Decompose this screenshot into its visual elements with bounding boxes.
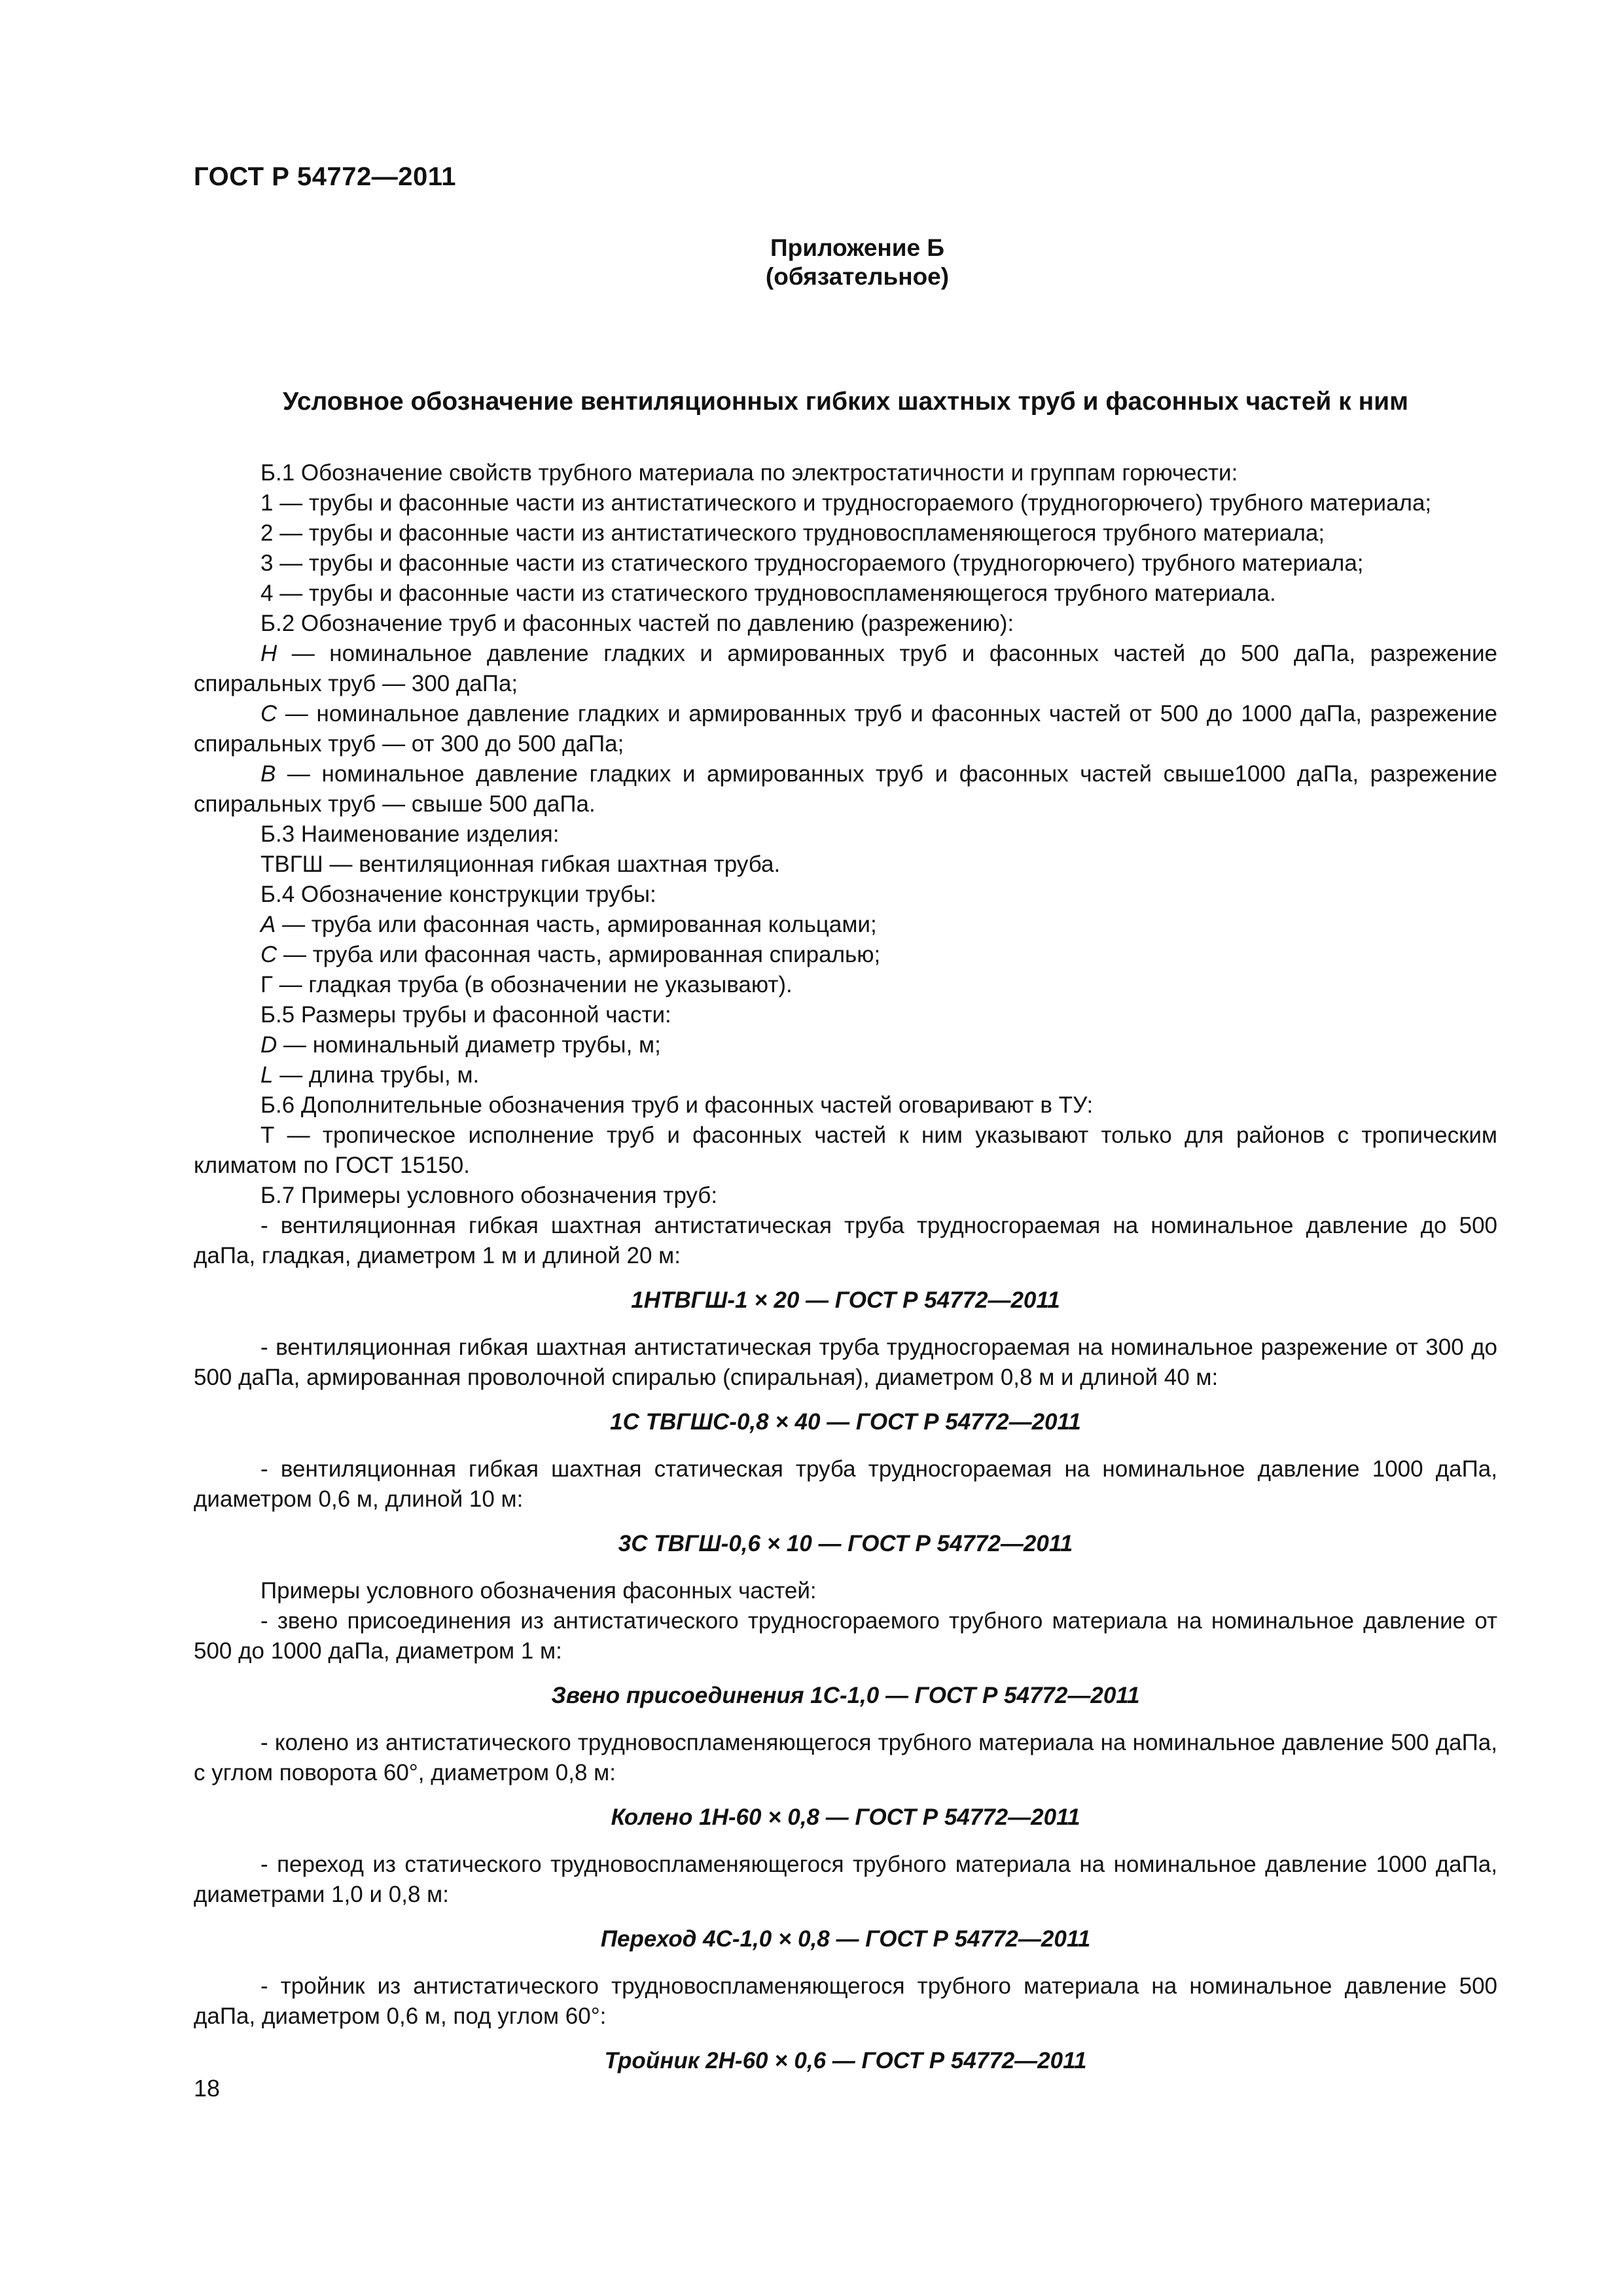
definition-text: — номинальное давление гладких и армированных труб и фасонных частей свыше1000 даПа, разрежение спиральных труб — свыше 500 даПа. — [194, 761, 1497, 817]
symbol-letter: С — [260, 942, 277, 967]
definition-paragraph — [194, 910, 1497, 940]
body-paragraph: - переход из статического трудновоспламеняющегося трубного материала на номинальное давление 1000 даПа, диаметрами 1,0 и 0,8 м: — [194, 1852, 1497, 1907]
designation-example: Тройник 2Н-60 × 0,6 — ГОСТ Р 54772—2011 — [604, 2048, 1087, 2073]
body-paragraph: - вентиляционная гибкая шахтная статическая труба трудносгораемая на номинальное давление 1000 даПа, диаметром 0,6 м, длиной 10 м: — [194, 1456, 1497, 1512]
symbol-letter: Н — [260, 641, 277, 666]
body-paragraph: Б.5 Размеры трубы и фасонной части: — [260, 1002, 671, 1028]
appendix-status: (обязательное) — [765, 263, 950, 290]
section-title: Условное обозначение вентиляционных гибких шахтных труб и фасонных частей к ним — [283, 387, 1408, 416]
designation-example: 3С ТВГШ-0,6 × 10 — ГОСТ Р 54772—2011 — [618, 1531, 1073, 1556]
body-paragraph: Б.7 Примеры условного обозначения труб: — [260, 1183, 718, 1208]
body-paragraph: Б.2 Обозначение труб и фасонных частей по давлению (разрежению): — [260, 611, 1014, 636]
designation-example: Переход 4С-1,0 × 0,8 — ГОСТ Р 54772—2011 — [600, 1926, 1091, 1952]
body-paragraph: 2 — трубы и фасонные части из антистатического трудновоспламеняющегося трубного материала; — [260, 520, 1325, 546]
document-body — [194, 458, 1497, 2093]
appendix-label: Приложение Б — [770, 234, 944, 261]
definition-paragraph — [194, 1060, 1497, 1090]
body-paragraph: Г — гладкая труба (в обозначении не указывают). — [260, 972, 793, 997]
body-paragraph: 3 — трубы и фасонные части из статического трудносгораемого (трудногорючего) трубного материала; — [260, 550, 1364, 576]
body-paragraph: - звено присоединения из антистатического трудносгораемого трубного материала на номинальное давление от 500 до 1000 даПа, диаметром 1 м: — [194, 1608, 1497, 1664]
definition-paragraph — [194, 1030, 1497, 1060]
body-paragraph: - колено из антистатического трудновоспламеняющегося трубного материала на номинальное давление 500 даПа, с углом поворота 60°, диаметром 0,8 м: — [194, 1730, 1497, 1785]
definition-paragraph — [194, 699, 1497, 759]
designation-example: Колено 1Н-60 × 0,8 — ГОСТ Р 54772—2011 — [611, 1804, 1080, 1830]
definition-text: — труба или фасонная часть, армированная спиралью; — [277, 942, 881, 967]
definition-text: — номинальный диаметр трубы, м; — [277, 1032, 661, 1058]
symbol-letter: L — [260, 1062, 274, 1088]
body-paragraph: - тройник из антистатического трудновоспламеняющегося трубного материала на номинальное давление 500 даПа, диаметром 0,6 м, под углом 60°: — [194, 1973, 1497, 2029]
definition-text: — номинальное давление гладких и армированных труб и фасонных частей до 500 даПа, разрежение спиральных труб — 300 даПа; — [194, 641, 1497, 696]
body-paragraph: - вентиляционная гибкая шахтная антистатическая труба трудносгораемая на номинальное давление до 500 даПа, гладкая, диаметром 1 м и длиной 20 м: — [194, 1213, 1497, 1268]
body-paragraph: 1 — трубы и фасонные части из антистатического и трудносгораемого (трудногорючего) трубного материала; — [260, 490, 1432, 516]
symbol-letter: D — [260, 1032, 277, 1058]
document-code-header: ГОСТ Р 54772—2011 — [194, 162, 456, 191]
body-paragraph: Б.6 Дополнительные обозначения труб и фасонных частей оговаривают в ТУ: — [260, 1092, 1094, 1118]
symbol-letter: В — [260, 761, 276, 787]
definition-text: — длина трубы, м. — [273, 1062, 480, 1088]
definition-paragraph — [194, 940, 1497, 970]
body-paragraph: ТВГШ — вентиляционная гибкая шахтная труба. — [260, 852, 781, 877]
designation-example: Звено присоединения 1С-1,0 — ГОСТ Р 54772—2011 — [551, 1683, 1140, 1708]
definition-paragraph — [194, 639, 1497, 699]
body-paragraph: 4 — трубы и фасонные части из статического трудновоспламеняющегося трубного материала. — [260, 581, 1276, 606]
page-number: 18 — [194, 2075, 221, 2102]
body-paragraph: Б.4 Обозначение конструкции трубы: — [260, 882, 656, 907]
designation-example: 1С ТВГШС-0,8 × 40 — ГОСТ Р 54772—2011 — [610, 1409, 1081, 1435]
definition-text: — труба или фасонная часть, армированная кольцами; — [276, 912, 877, 937]
symbol-letter: А — [260, 912, 276, 937]
symbol-letter: С — [260, 701, 277, 726]
designation-example: 1НТВГШ-1 × 20 — ГОСТ Р 54772—2011 — [631, 1287, 1060, 1313]
body-paragraph: Примеры условного обозначения фасонных частей: — [260, 1578, 817, 1604]
definition-paragraph — [194, 759, 1497, 819]
body-paragraph: Б.3 Наименование изделия: — [260, 821, 560, 847]
body-paragraph: Т — тропическое исполнение труб и фасонных частей к ним указывают только для районов с тропическим климатом по ГОСТ 15150. — [194, 1122, 1497, 1178]
definition-text: — номинальное давление гладких и армированных труб и фасонных частей от 500 до 1000 даПа, разрежение спиральных труб — от 300 до 500 даПа; — [194, 701, 1497, 757]
body-paragraph: - вентиляционная гибкая шахтная антистатическая труба трудносгораемая на номинальное разрежение от 300 до 500 даПа, армированная проволочной спиралью (спиральная), диаметром 0,8 м и длиной 40 м: — [194, 1335, 1497, 1390]
body-paragraph: Б.1 Обозначение свойств трубного материала по электростатичности и группам горючести: — [260, 460, 1238, 486]
